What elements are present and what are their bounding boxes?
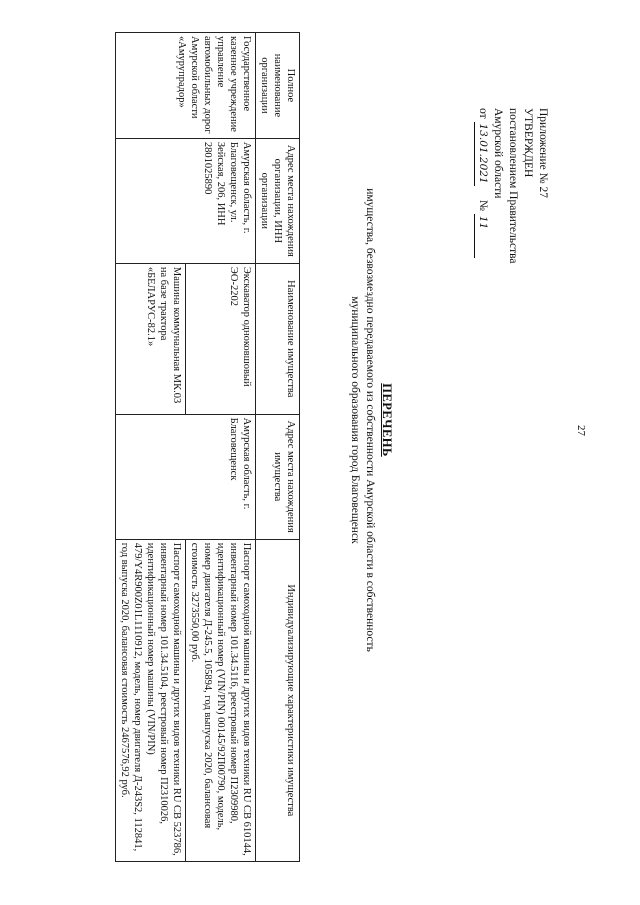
appendix-number: Приложение № 27 bbox=[537, 108, 549, 198]
date-prefix: от bbox=[477, 108, 489, 119]
property-name-cell: Машина коммунальная МК.03 на базе трактора «БЕЛАРУС-82.1» bbox=[116, 263, 186, 414]
table-row bbox=[186, 33, 256, 862]
header-characteristics: Индивидуализирующие характеристики имущества bbox=[256, 539, 300, 861]
characteristics-cell: Паспорт самоходной машины и других видов техники RU CB 610144, инвентарный номер 101.34.5116, реестровый номер П2309980, идентификационный номер (VIN/PIN) 00145/92П00790, модель, номер двигателя Д-245.5, 105894, год выпуска 2020, балансовая стоимость 3273550,00 руб. bbox=[186, 539, 256, 861]
table-header-row bbox=[256, 33, 300, 862]
org-name-cell: Государственное казенное учреждение управление автомобильных дорог Амурской области «Амурупрадор» bbox=[116, 33, 256, 139]
subtitle-line-1: имущества, безвозмездно передаваемого из собственности Амурской области в собственность bbox=[364, 188, 376, 652]
header-org-address: Адрес места нахождения организации, ИНН организации bbox=[256, 138, 300, 263]
characteristics-cell: Паспорт самоходной машины и других видов техники RU CB 523786, инвентарный номер 101.34.5104, реестровый номер П2310026, идентификационный номер машины (VIN/PIN) 479/Y4R900Z01L1110912, модель, номер двигателя Д-243S2, 112841, год выпуска 2020, балансовая стоимость 2467576,92 руб. bbox=[116, 539, 186, 861]
approval-date: 13.01.2021 bbox=[474, 122, 490, 186]
header-org-name: Полное наименование организации bbox=[256, 33, 300, 139]
approval-block bbox=[474, 108, 550, 264]
org-address-cell: Амурская область, г. Благовещенск, ул. Зейская, 206, ИНН 2801025890 bbox=[116, 138, 256, 263]
approved-region: Амурской области bbox=[492, 108, 504, 199]
approval-date-line bbox=[474, 108, 490, 264]
property-name-cell: Экскаватор одноковшовый ЭО-2202 bbox=[186, 263, 256, 414]
document-subtitle bbox=[347, 40, 377, 800]
approved-label: УТВЕРЖДЕН bbox=[522, 108, 534, 178]
header-property-name: Наименование имущества bbox=[256, 263, 300, 414]
page-number: 27 bbox=[575, 425, 587, 436]
header-property-address: Адрес места нахождения имущества bbox=[256, 414, 300, 539]
property-table bbox=[115, 32, 300, 862]
document-heading: ПЕРЕЧЕНЬ bbox=[380, 383, 394, 457]
approval-number: 11 bbox=[474, 214, 490, 258]
approved-by: постановлением Правительства bbox=[507, 108, 519, 264]
property-address-cell: Амурская область, г. Благовещенск bbox=[116, 414, 256, 539]
subtitle-line-2: муниципального образования город Благовещенск bbox=[349, 296, 361, 544]
number-prefix: № bbox=[477, 200, 489, 211]
